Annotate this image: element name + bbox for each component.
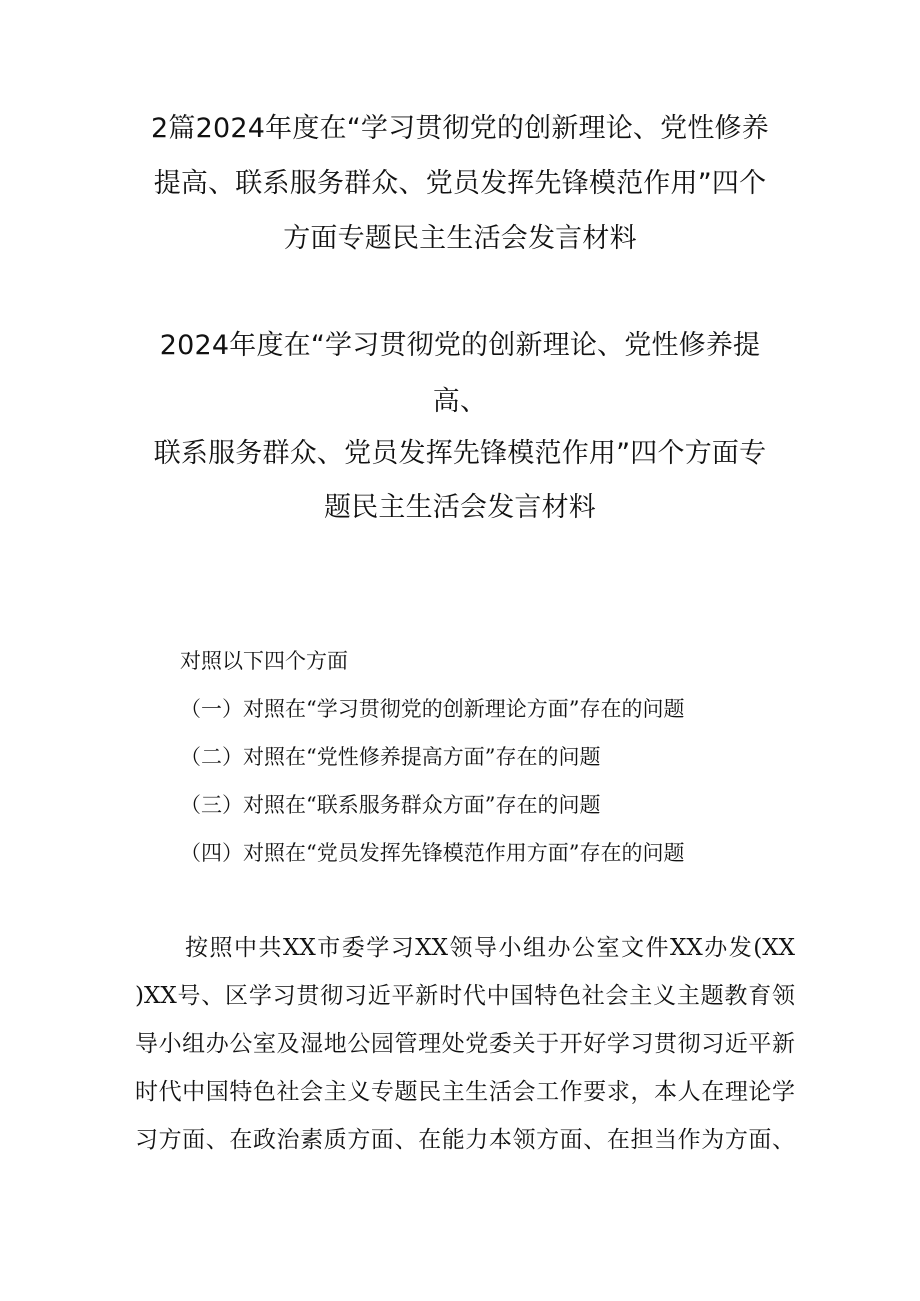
aspect-item-2: （二）对照在“党性修养提高方面”存在的问题 (180, 745, 601, 769)
aspect-item-3: （三）对照在“联系服务群众方面”存在的问题 (180, 793, 601, 817)
aspect-item-1: （一）对照在“学习贯彻党的创新理论方面”存在的问题 (180, 697, 685, 721)
aspect-item-4: （四）对照在“党员发挥先锋模范作用方面”存在的问题 (180, 841, 685, 865)
main-title-line-2: 提高、联系服务群众、党员发挥先锋模范作用”四个 (153, 168, 767, 199)
body-paragraph-line: 按照中共XX市委学习XX领导小组办公室文件XX办发(XX (185, 935, 795, 961)
sub-title-line-2: 高、 (432, 386, 488, 417)
aspects-intro: 对照以下四个方面 (180, 649, 348, 673)
main-title-line-3: 方面专题民主生活会发言材料 (283, 223, 637, 254)
sub-title-line-4: 题民主生活会发言材料 (324, 492, 596, 523)
sub-title-line-3: 联系服务群众、党员发挥先锋模范作用”四个方面专 (153, 438, 767, 469)
sub-title-line-1: 2024年度在“学习贯彻党的创新理论、党性修养提 (159, 330, 761, 361)
main-title-line-1: 2篇2024年度在“学习贯彻党的创新理论、党性修养 (151, 113, 769, 144)
body-paragraph-line: 导小组办公室及湿地公园管理处党委关于开好学习贯彻习近平新 (135, 1031, 795, 1057)
body-paragraph-line: 习方面、在政治素质方面、在能力本领方面、在担当作为方面、 (135, 1127, 795, 1153)
body-paragraph-line: )XX号、区学习贯彻习近平新时代中国特色社会主义主题教育领 (135, 983, 795, 1009)
body-paragraph-line: 时代中国特色社会主义专题民主生活会工作要求，本人在理论学 (135, 1079, 795, 1105)
